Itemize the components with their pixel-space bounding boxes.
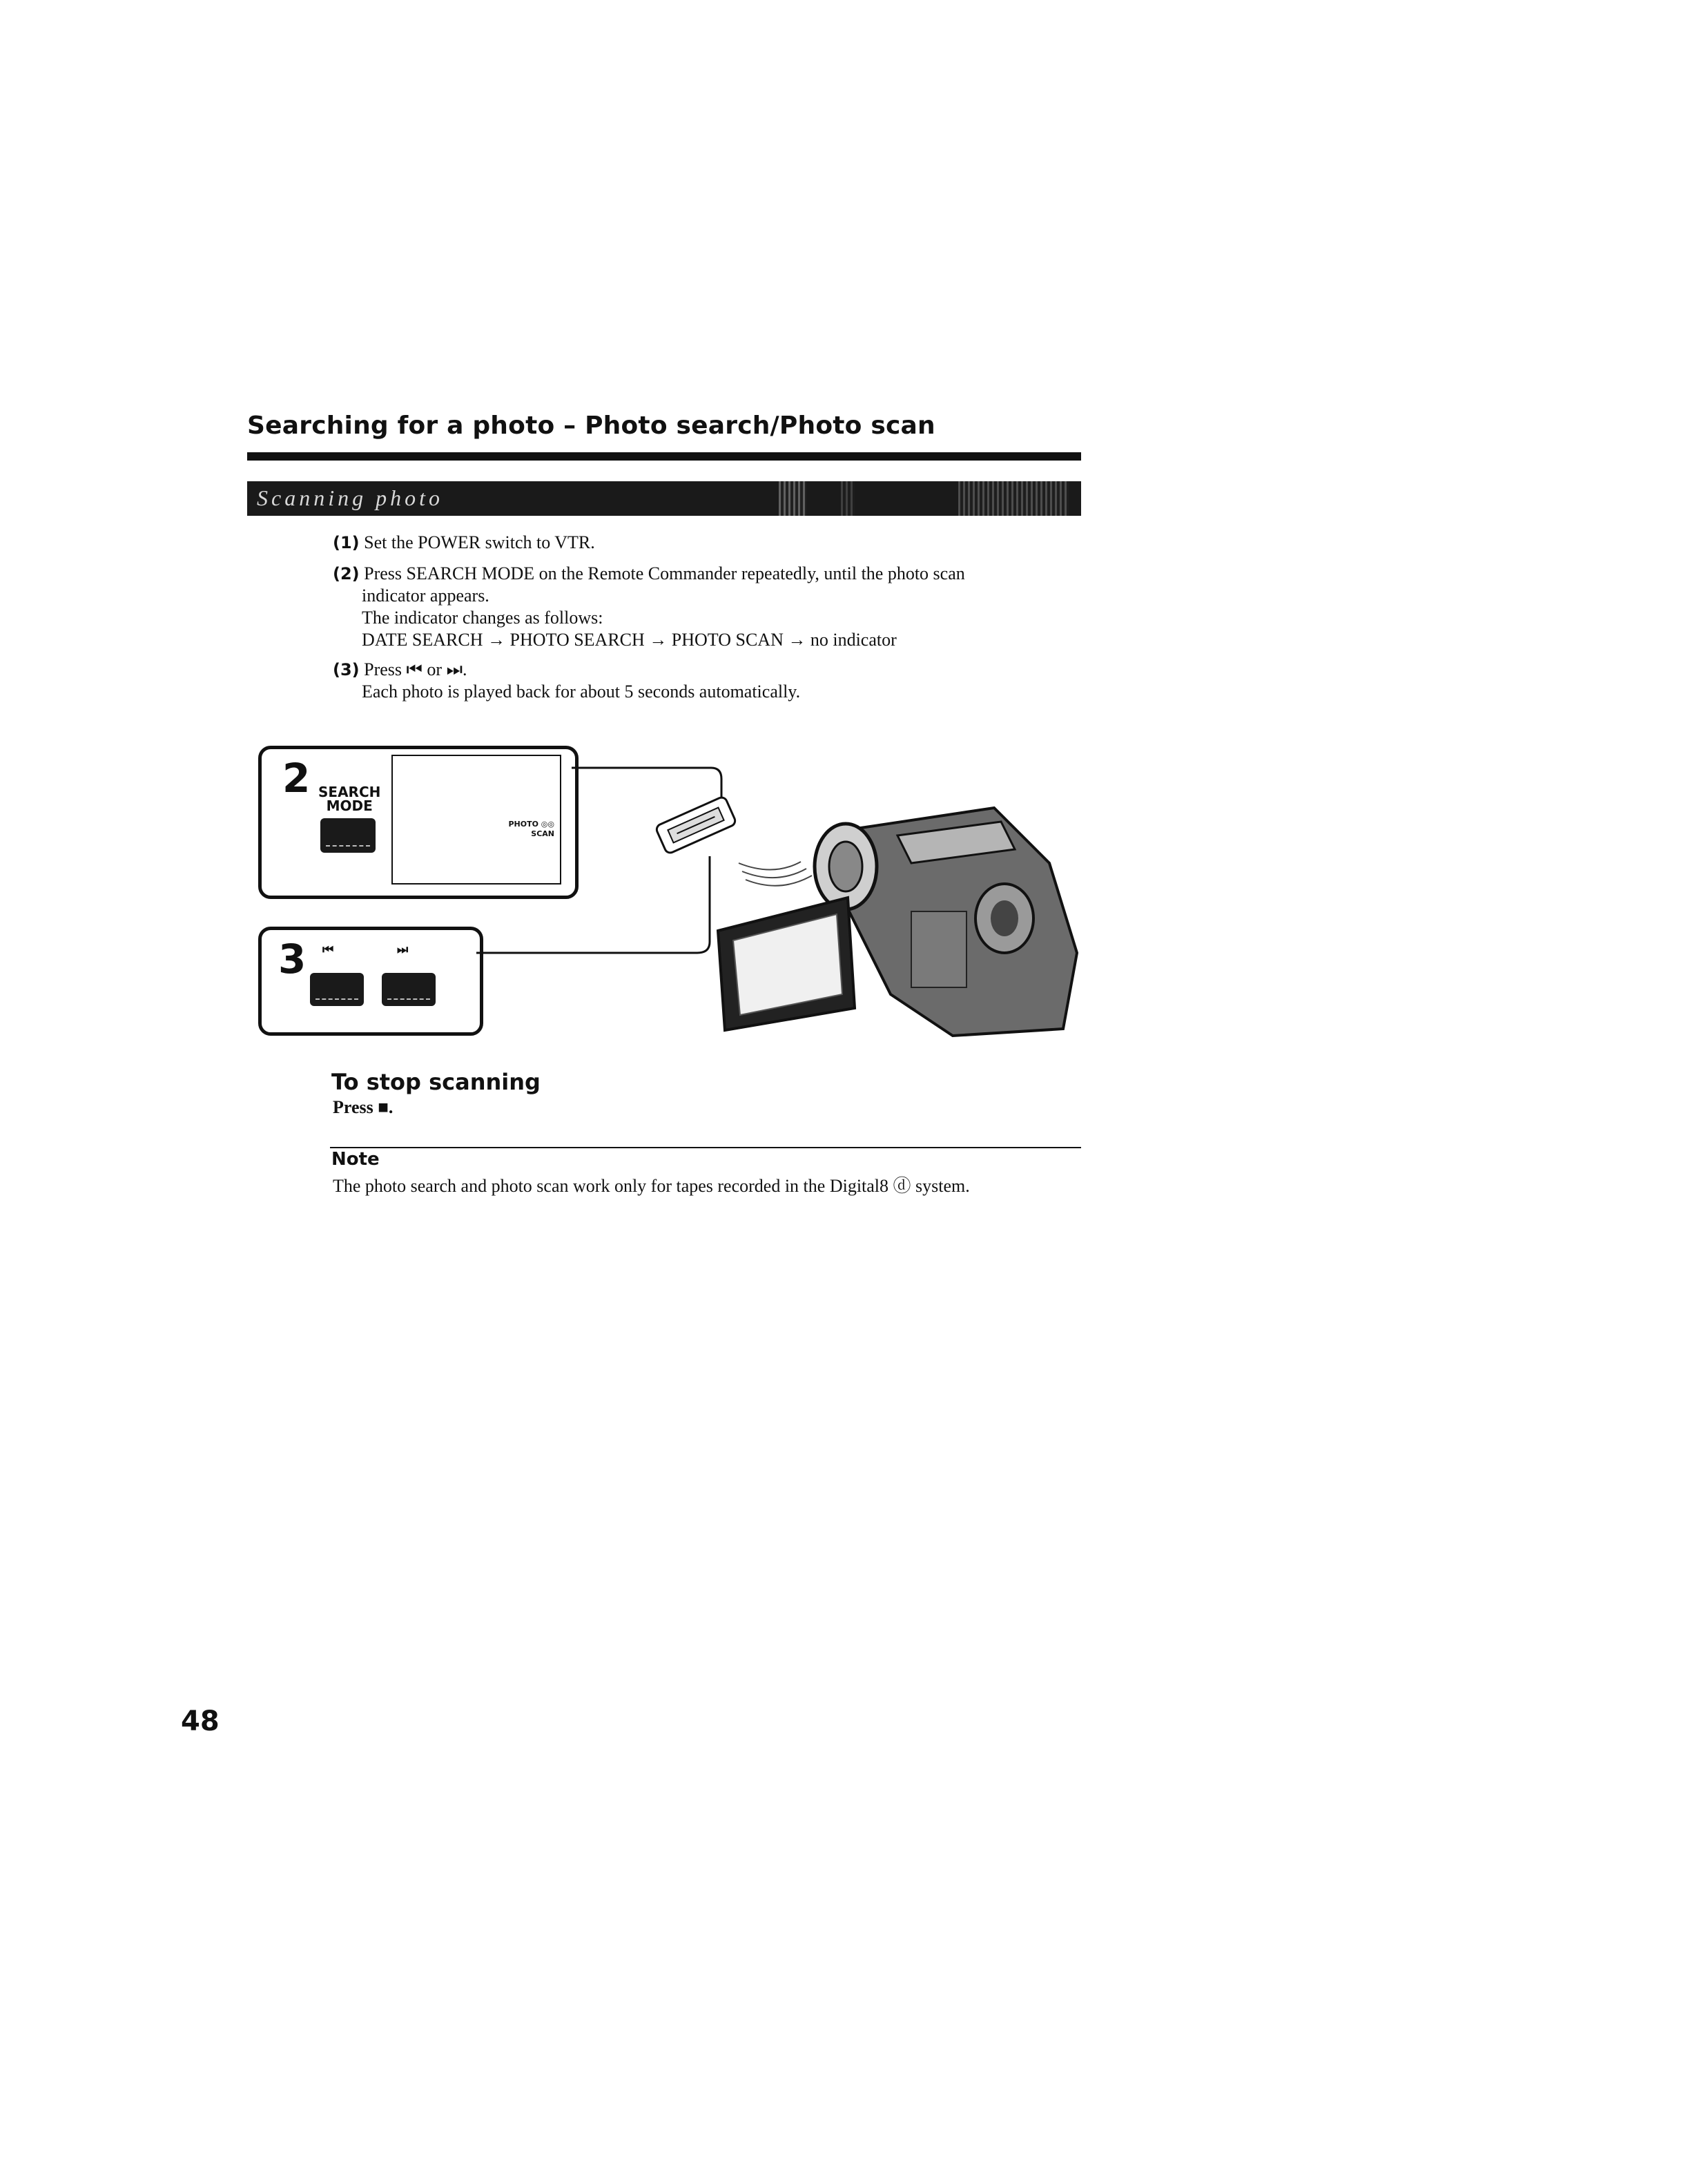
infrared-signal [739, 862, 812, 886]
page-title: Searching for a photo – Photo search/Photo scan [247, 412, 935, 440]
step-text: Each photo is played back for about 5 seconds automatically. [362, 682, 801, 702]
indicator-line: PHOTO ◎◎ [508, 820, 554, 829]
step-number: (3) [333, 660, 360, 679]
indicator-line: SCAN [531, 829, 554, 838]
section-heading: Scanning photo [257, 485, 443, 510]
label-line: MODE [326, 798, 373, 814]
note-heading: Note [331, 1149, 380, 1170]
page-number: 48 [181, 1705, 220, 1737]
step-number: (2) [333, 564, 360, 583]
skip-forward-icon: ⏭ [397, 943, 409, 957]
leader-lines [476, 768, 721, 953]
remote-commander-icon [655, 796, 737, 855]
camcorder-icon [718, 808, 1077, 1036]
step-number: 3 [278, 936, 307, 983]
step-number: 2 [282, 755, 311, 802]
stop-heading: To stop scanning [331, 1069, 541, 1095]
note-text: The photo search and photo scan work only for tapes recorded in the Digital8 ⓓ system. [333, 1176, 970, 1196]
label-line: SEARCH [318, 784, 381, 800]
stop-text: Press ■. [333, 1097, 394, 1117]
step-text: DATE SEARCH → PHOTO SEARCH → PHOTO SCAN → no indicator [362, 630, 897, 650]
step-text: The indicator changes as follows: [362, 608, 603, 628]
skip-back-icon: ⏮ [322, 943, 334, 957]
step-text: indicator appears. [362, 586, 489, 606]
step-text: Press SEARCH MODE on the Remote Commander repeatedly, until the photo scan [364, 563, 965, 583]
step-number: (1) [333, 533, 360, 552]
step-text: Press ⏮ or ⏭. [364, 659, 467, 679]
note-rule [330, 1147, 1081, 1148]
step-text: Set the POWER switch to VTR. [364, 532, 595, 552]
